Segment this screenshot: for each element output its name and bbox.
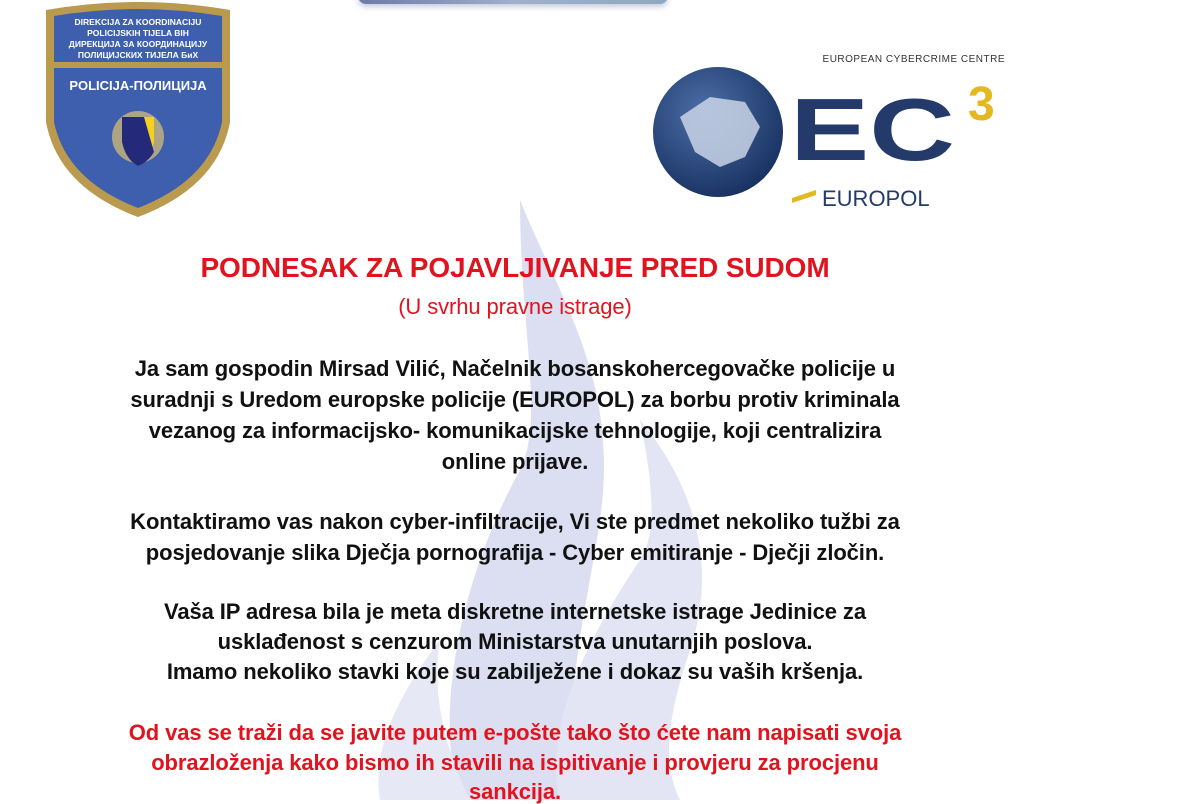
document-title: PODNESAK ZA POJAVLJIVANJE PRED SUDOM (200, 252, 830, 283)
svg-text:POLICIJA-ПОЛИЦИЈА: POLICIJA-ПОЛИЦИЈА (69, 78, 207, 93)
ec3-europol-logo (650, 50, 1015, 215)
paragraph-line: Kontaktiramo vas nakon cyber-infiltracije, Vi ste predmet nekoliko tužbi za (130, 509, 900, 534)
svg-text:EUROPEAN CYBERCRIME CENTRE: EUROPEAN CYBERCRIME CENTRE (822, 54, 1005, 65)
svg-text:ПОЛИЦИЈСКИХ ТИЈЕЛА БиХ: ПОЛИЦИЈСКИХ ТИЈЕЛА БиХ (77, 50, 199, 60)
paragraph-line-red: obrazloženja kako bismo ih stavili na ispitivanje i provjeru za procjenu (151, 750, 879, 775)
svg-text:EUROPOL: EUROPOL (822, 186, 930, 211)
paragraph-line-red: sankcija. (468, 779, 562, 804)
svg-text:ДИРЕКЦИЈА ЗА КООРДИНАЦИЈУ: ДИРЕКЦИЈА ЗА КООРДИНАЦИЈУ (68, 39, 208, 49)
paragraph-line: posjedovanje slika Dječja pornografija - Cyber emitiranje - Dječji zločin. (145, 540, 885, 565)
paragraph-line: suradnji s Uredom europske policije (EUROPOL) za borbu protiv kriminala (130, 387, 900, 412)
paragraph-line: Imamo nekoliko stavki koje su zabilježene i dokaz su vaših kršenja. (166, 659, 864, 684)
svg-text:DIREKCIJA ZA KOORDINACIJU: DIREKCIJA ZA KOORDINACIJU (74, 17, 202, 27)
paragraph-line: vezanog za informacijsko- komunikacijske tehnologije, koji centralizira (148, 418, 882, 443)
paragraph-line: online prijave. (441, 449, 589, 474)
police-badge-logo (38, 2, 238, 220)
paragraph-line: Ja sam gospodin Mirsad Vilić, Načelnik bosanskohercegovačke policije u (134, 356, 896, 381)
paragraph-line: usklađenost s cenzurom Ministarstva unutarnjih poslova. (217, 629, 813, 654)
svg-text:EC: EC (790, 80, 955, 179)
paragraph-line-red: Od vas se traži da se javite putem e-pošte tako što ćete nam napisati svoja (128, 720, 902, 745)
paragraph-line: Vaša IP adresa bila je meta diskretne internetske istrage Jedinice za (164, 599, 866, 624)
document-subtitle: (U svrhu pravne istrage) (398, 294, 632, 319)
svg-text:3: 3 (968, 78, 995, 131)
svg-text:POLICIJSKIH TIJELA BIH: POLICIJSKIH TIJELA BIH (87, 28, 189, 38)
